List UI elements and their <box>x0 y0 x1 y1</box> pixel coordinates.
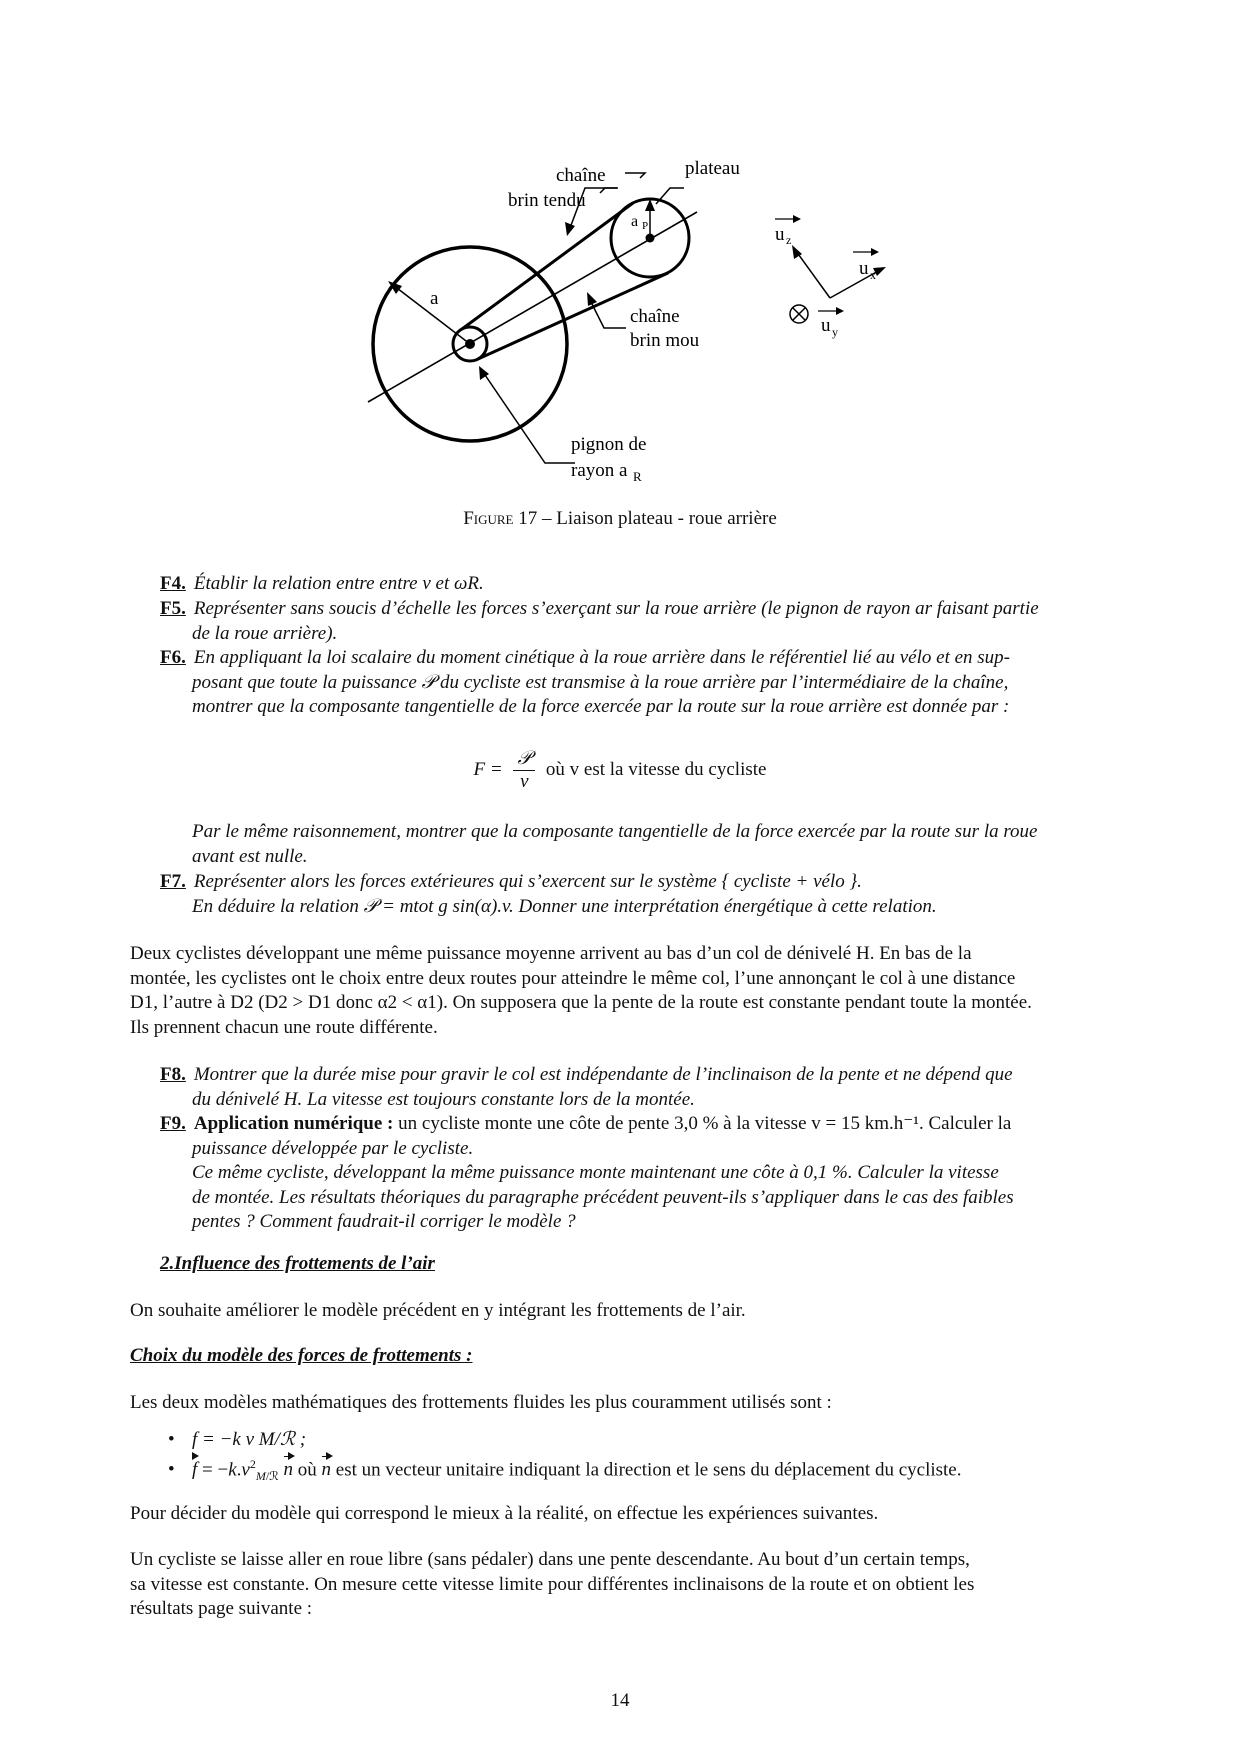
paragraph-deux-modeles: Les deux modèles mathématiques des frottements fluides les plus couramment utilisés sont : <box>130 1392 832 1413</box>
question-f6b-line1: Par le même raisonnement, montrer que la composante tangentielle de la force exercée par la route sur la roue <box>192 821 1038 842</box>
label-ux-sub: x <box>870 268 876 282</box>
figure-17 <box>0 0 1240 500</box>
question-f9-line4: de montée. Les résultats théoriques du paragraphe précédent peuvent-ils s’appliquer dans le cas des faibles <box>192 1186 1014 1208</box>
formula-denominator: v <box>520 771 529 792</box>
chain-taut-strand <box>462 203 633 329</box>
question-f6-tag: F6. <box>160 647 186 668</box>
question-f6-line2: posant que toute la puissance 𝒫 du cycliste est transmise à la roue arrière par l’intermédiaire de la chaîne, <box>192 671 1009 693</box>
label-ap-sub: P <box>642 220 649 232</box>
label-chaine-tendu: chaîne <box>556 165 606 186</box>
question-f4-tag: F4. <box>160 573 186 594</box>
model-1-formula: f = −k v M/ℛ ; <box>192 1429 307 1450</box>
question-f8-tag: F8. <box>160 1064 186 1085</box>
question-f9-bold: Application numérique : <box>193 1113 394 1134</box>
label-ux: u <box>859 258 869 279</box>
question-f7-tag: F7. <box>160 871 186 892</box>
label-uz-sub: z <box>786 233 792 247</box>
formula-numerator: 𝒫 <box>513 748 535 771</box>
section-heading-2: 2.Influence des frottements de l’air <box>160 1253 435 1274</box>
paragraph5-line2: sa vitesse est constante. On mesure cette vitesse limite pour différentes inclinaisons de la route et on obtient les <box>130 1573 975 1595</box>
formula-f <box>0 748 1240 793</box>
formula-rest: où v est la vitesse du cycliste <box>545 758 767 780</box>
label-chaine-mou: chaîne <box>630 306 680 327</box>
label-pignon: pignon de <box>571 434 647 455</box>
label-ap: a <box>631 213 639 230</box>
figure-caption-number: Figure 17 <box>463 508 538 529</box>
paragraph-deux-cyclistes <box>130 942 1120 1040</box>
vector-n: n <box>283 1459 294 1481</box>
label-a: a <box>430 288 439 309</box>
question-f7-line2: En déduire la relation 𝒫 = mtot g sin(α).v. Donner une interprétation énergétique à cette relation. <box>192 895 937 917</box>
paragraph5-line1: Un cycliste se laisse aller en roue libre (sans pédaler) dans une pente descendante. Au bout d’un certain temps, <box>130 1549 970 1570</box>
question-f6-part2 <box>160 820 1120 869</box>
label-uz: u <box>775 224 785 245</box>
question-f4 <box>160 572 1120 597</box>
label-uy: u <box>821 315 831 336</box>
question-f9 <box>160 1112 1120 1235</box>
question-f6-line3: montrer que la composante tangentielle de la force exercée par la route sur la roue arrière est donnée par : <box>192 696 1010 717</box>
paragraph-decider: Pour décider du modèle qui correspond le mieux à la réalité, on effectue les expériences suivantes. <box>130 1503 879 1524</box>
label-brin-tendu: brin tendu <box>508 190 586 211</box>
formula-fraction <box>513 748 535 793</box>
question-f6-line1: En appliquant la loi scalaire du moment cinétique à la roue arrière dans le référentiel lié au vélo et en sup- <box>193 647 1010 668</box>
question-f9-line5: pentes ? Comment faudrait-il corriger le modèle ? <box>192 1211 576 1232</box>
formula-lhs: F = <box>473 758 503 780</box>
subheading-choix-modele: Choix du modèle des forces de frottements : <box>130 1345 473 1366</box>
paragraph-roue-libre <box>130 1548 1120 1622</box>
question-f5 <box>160 597 1120 646</box>
model-2-text: est un vecteur unitaire indiquant la direction et le sens du déplacement du cycliste. <box>331 1459 962 1481</box>
bullet-dot: • <box>168 1459 175 1481</box>
label-plateau: plateau <box>685 158 740 179</box>
paragraph-ameliorer: On souhaite améliorer le modèle précédent en y intégrant les frottements de l’air. <box>130 1300 746 1321</box>
question-f8 <box>160 1063 1120 1112</box>
question-f9-line2: puissance développée par le cycliste. <box>192 1137 474 1159</box>
uz-axis <box>796 251 830 298</box>
figure-caption <box>0 508 1240 530</box>
paragraph1-line4: Ils prennent chacun une route différente. <box>130 1016 438 1038</box>
question-f6 <box>160 646 1120 720</box>
vector-f: f <box>192 1459 198 1481</box>
figure-caption-text: – Liaison plateau - roue arrière <box>537 508 777 529</box>
bullet-dot: • <box>168 1429 175 1450</box>
list-item-model-2: • $f = -k.v^2_{M/ℛ}$ n où n est un vecteur unitaire indiquant la direction et le sens du déplacement du cycliste. <box>168 1457 962 1484</box>
chainring-diagram <box>0 0 1240 500</box>
label-rayon: rayon a <box>571 460 628 481</box>
question-f5-tag: F5. <box>160 598 186 619</box>
question-f8-line2: du dénivelé H. La vitesse est toujours constante lors de la montée. <box>192 1088 695 1110</box>
paragraph1-line3: D1, l’autre à D2 (D2 > D1 donc α2 < α1). On supposera que la pente de la route est constante pendant toute la montée. <box>130 992 1032 1013</box>
question-f9-line3: Ce même cycliste, développant la même puissance monte maintenant une côte à 0,1 %. Calculer la vitesse <box>192 1162 999 1183</box>
vector-n-2: n <box>321 1459 332 1481</box>
paragraph1-line1: Deux cyclistes développant une même puissance moyenne arrivent au bas d’un col de dénivelé H. En bas de la <box>130 943 972 964</box>
label-uy-sub: y <box>832 325 838 339</box>
question-f4-text: Établir la relation entre entre v et ωR. <box>193 573 484 594</box>
label-rayon-sub: R <box>633 469 642 484</box>
question-f6b-line2: avant est nulle. <box>192 845 308 867</box>
question-f7-line1: Représenter alors les forces extérieures qui s’exercent sur le système { cycliste + vélo }. <box>193 871 862 892</box>
question-f5-line1: Représenter sans soucis d’échelle les forces s’exerçant sur la roue arrière (le pignon de rayon ar faisant partie <box>193 598 1039 619</box>
question-f8-line1: Montrer que la durée mise pour gravir le col est indépendante de l’inclinaison de la pente et ne dépend que <box>193 1064 1013 1085</box>
question-f7 <box>160 870 1120 919</box>
question-f9-line1: un cycliste monte une côte de pente 3,0 % à la vitesse v = 15 km.h⁻¹. Calculer la <box>393 1113 1012 1134</box>
paragraph1-line2: montée, les cyclistes ont le choix entre deux routes pour atteindre le même col, l’une annonçant le col à une distance <box>130 967 1016 989</box>
question-f5-line2: de la roue arrière). <box>192 622 338 644</box>
page-number: 14 <box>610 1690 630 1711</box>
label-brin-mou: brin mou <box>630 330 700 351</box>
list-item-model-1 <box>168 1428 306 1451</box>
paragraph5-line3: résultats page suivante : <box>130 1598 313 1619</box>
question-f9-tag: F9. <box>160 1113 186 1134</box>
